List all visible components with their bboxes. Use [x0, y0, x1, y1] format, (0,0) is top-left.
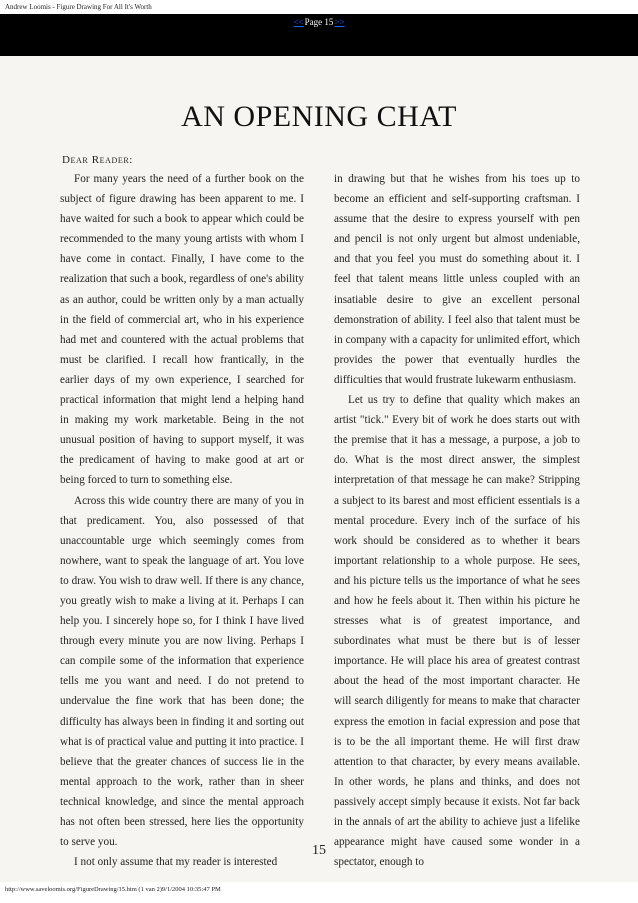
- paragraph: in drawing but that he wishes from his toes up to become an efficient and self-supporting craftsman. I assume that the desire to express yourself with pen and pencil is not only urgent but almost undeniable, and that you feel you must do something about it. I feel that talent means little unless coupled with an insatiable desire to give an excellent personal demonstration of ability. I feel also that talent must be in company with a capacity for unlimited effort, which provides the power that eventually hurdles the difficulties that would frustrate lukewarm enthusiasm.: [334, 173, 580, 386]
- left-text-column: [60, 169, 304, 872]
- next-page-link[interactable]: >>: [334, 17, 345, 27]
- browser-window-title: Andrew Loomis - Figure Drawing For All It's Worth: [5, 3, 152, 11]
- paragraph: Let us try to define that quality which makes an artist "tick." Every bit of work he does starts out with the premise that it has a message, a purpose, a job to do. What is the most direct answer, the simplest interpretation of that message he can make? Stripping a subject to its barest and most efficient essentials is a mental procedure. Every inch of the surface of his work should be considered as to whether it bears important relationship to a whole purpose. He sees, and his picture tells us the importance of what he sees and how he feels about it. Then within his picture he stresses what is of greatest importance, and subordinates what must be there but is of lesser importance. He will place his area of greatest contrast about the head of the most important character. He will search diligently for means to make that character express the emotion in facial expression and pose that is to be the all important theme. He will first draw attention to that character, by every means available. In other words, he plans and thinks, and does not passively accept simply because it exists. Not far back in the annals of art the ability to achieve just a lifelike appearance might have caused some wonder in a spectator, enough to: [334, 394, 580, 869]
- page-number: 15: [312, 843, 326, 858]
- previous-page-link[interactable]: <<: [293, 17, 304, 27]
- right-text-column: [334, 169, 580, 872]
- salutation: Dear Reader:: [62, 154, 133, 166]
- page-label: Page 15: [304, 17, 334, 27]
- paragraph: Across this wide country there are many of you in that predicament. You, also possessed of that unaccountable urge which seemingly comes from nowhere, want to speak the language of art. You love to draw. You wish to draw well. If there is any chance, you greatly wish to make a living at it. Perhaps I can help you. I sincerely hope so, for I think I have lived through every minute you are now living. Perhaps I can compile some of the information that experience tells me you want and need. I do not pretend to undervalue the fine work that has been done; the difficulty has always been in finding it and sorting out what is of practical value and putting it into practice. I believe that the greater chances of success lie in the mental approach to the work, rather than in sheer technical knowledge, and since the mental approach has not often been stressed, here lies the opportunity to serve you.: [60, 494, 304, 849]
- browser-page-footer: http://www.saveloomis.org/FigureDrawing/15.htm (1 van 2)9/1/2004 10:35:47 PM: [5, 886, 221, 893]
- chapter-heading: AN OPENING CHAT: [181, 100, 457, 133]
- page-navigation-bar: [0, 14, 638, 56]
- paragraph: I not only assume that my reader is interested: [74, 856, 278, 869]
- paragraph: For many years the need of a further book on the subject of figure drawing has been apparent to me. I have waited for such a book to appear which could be recommended to the many young artists with whom I have come in contact. Finally, I have come to the realization that such a book, regardless of one's ability as an author, could be written only by a man actually in the field of commercial art, who in his experience had met and countered with the actual problems that must be clarified. I recall how frantically, in the earlier days of my own experience, I searched for practical information that might lend a helping hand in making my work marketable. Being in the not unusual position of having to support myself, it was the predicament of having to make good at art or being forced to turn to something else.: [60, 173, 304, 487]
